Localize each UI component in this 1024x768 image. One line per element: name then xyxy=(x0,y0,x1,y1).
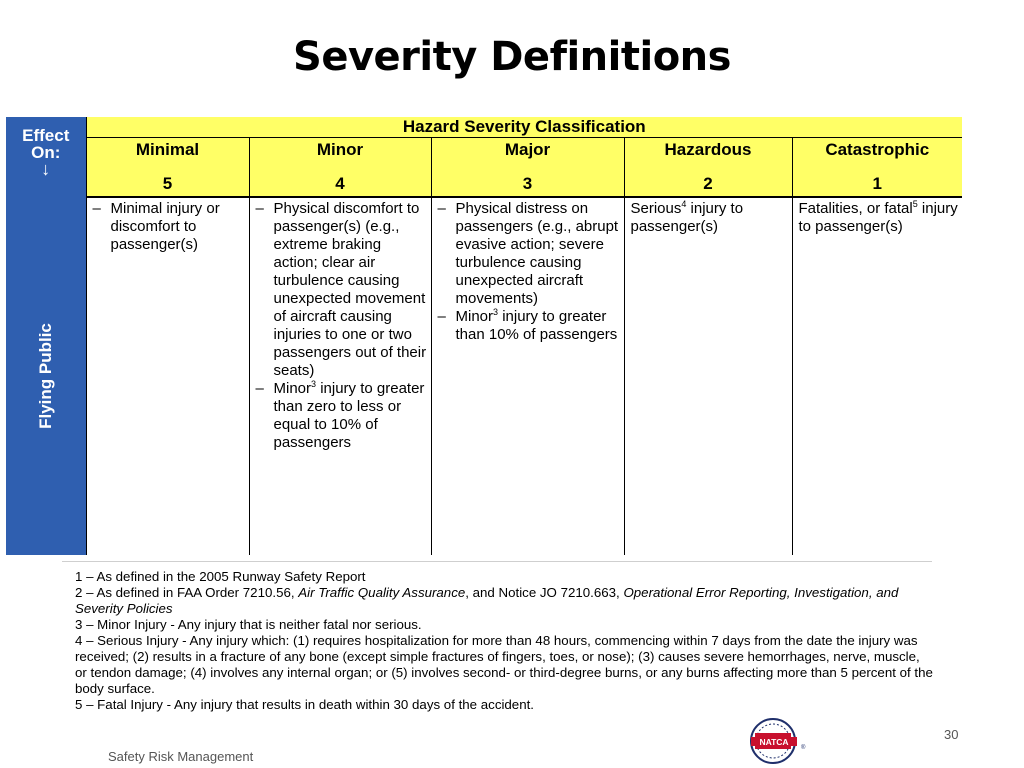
page-number: 30 xyxy=(944,727,959,742)
cell-minimal xyxy=(86,197,249,555)
column-header-catastrophic: Catastrophic 1 xyxy=(792,138,962,198)
list-item: – Physical discomfort to passenger(s) (e.g., extreme braking action; clear air turbulence causing unexpected movement of aircraft causing injuries to one or two passengers out of their seats) xyxy=(256,200,427,380)
divider xyxy=(62,561,932,562)
svg-text:®: ® xyxy=(801,745,806,751)
effect-on-header xyxy=(6,117,86,197)
list-item: – Physical distress on passengers (e.g., abrupt evasive action; severe turbulence causing unexpected aircraft movements) xyxy=(438,200,620,308)
logo-text: NATCA xyxy=(759,737,789,747)
footnote-1: 1 – As defined in the 2005 Runway Safety Report xyxy=(75,569,366,584)
footer-text: Safety Risk Management xyxy=(108,749,254,764)
footnote-2: 2 – As defined in FAA Order 7210.56, Air Traffic Quality Assurance, and Notice JO 7210.663, Operational Error Reporting, Investigation, and Severity Policies xyxy=(75,585,899,616)
list-item: – Minor$^3$ injury to greater than zero to less or equal to 10% of passengers xyxy=(256,380,427,452)
effect-on-label: Effect On: xyxy=(22,126,70,162)
page-title: Severity Definitions xyxy=(293,34,731,80)
column-header-minimal: Minimal 5 xyxy=(86,138,249,198)
classification-header: Hazard Severity Classification xyxy=(86,117,962,138)
footnotes xyxy=(75,569,935,713)
cell-catastrophic: Fatalities, or fatal$^5$ injury to passenger(s) xyxy=(798,199,958,235)
column-header-major: Major 3 xyxy=(431,138,624,198)
natca-logo xyxy=(748,716,806,766)
row-label-flying-public: Flying Public xyxy=(6,197,86,555)
footnote-4: 4 – Serious Injury - Any injury which: (1) requires hospitalization for more than 48 hours, commencing within 7 days from the date the injury was received; (2) results in a fracture of any bone (except simple fractures of fingers, toes, or nose); (3) causes severe hemorrhages, nerve, muscle, or tendon damage; (4) involves any internal organ; or (5) involves second- or third-degree burns, or any burns affecting more than 5 percent of the body surface. xyxy=(75,633,933,696)
list-item: – Minor$^3$ injury to greater than 10% of passengers xyxy=(438,308,620,344)
cell-hazardous: Serious$^4$ injury to passenger(s) xyxy=(624,197,792,555)
column-header-hazardous: Hazardous 2 xyxy=(624,138,792,198)
down-arrow-icon: ↓ xyxy=(41,159,51,179)
list-item: – Minimal injury or discomfort to passenger(s) xyxy=(93,200,245,254)
column-header-minor: Minor 4 xyxy=(249,138,431,198)
cell-major xyxy=(431,197,624,555)
footnote-5: 5 – Fatal Injury - Any injury that results in death within 30 days of the accident. xyxy=(75,697,534,712)
severity-table xyxy=(6,117,962,555)
footnote-3: 3 – Minor Injury - Any injury that is neither fatal nor serious. xyxy=(75,617,422,632)
cell-minor xyxy=(249,197,431,555)
